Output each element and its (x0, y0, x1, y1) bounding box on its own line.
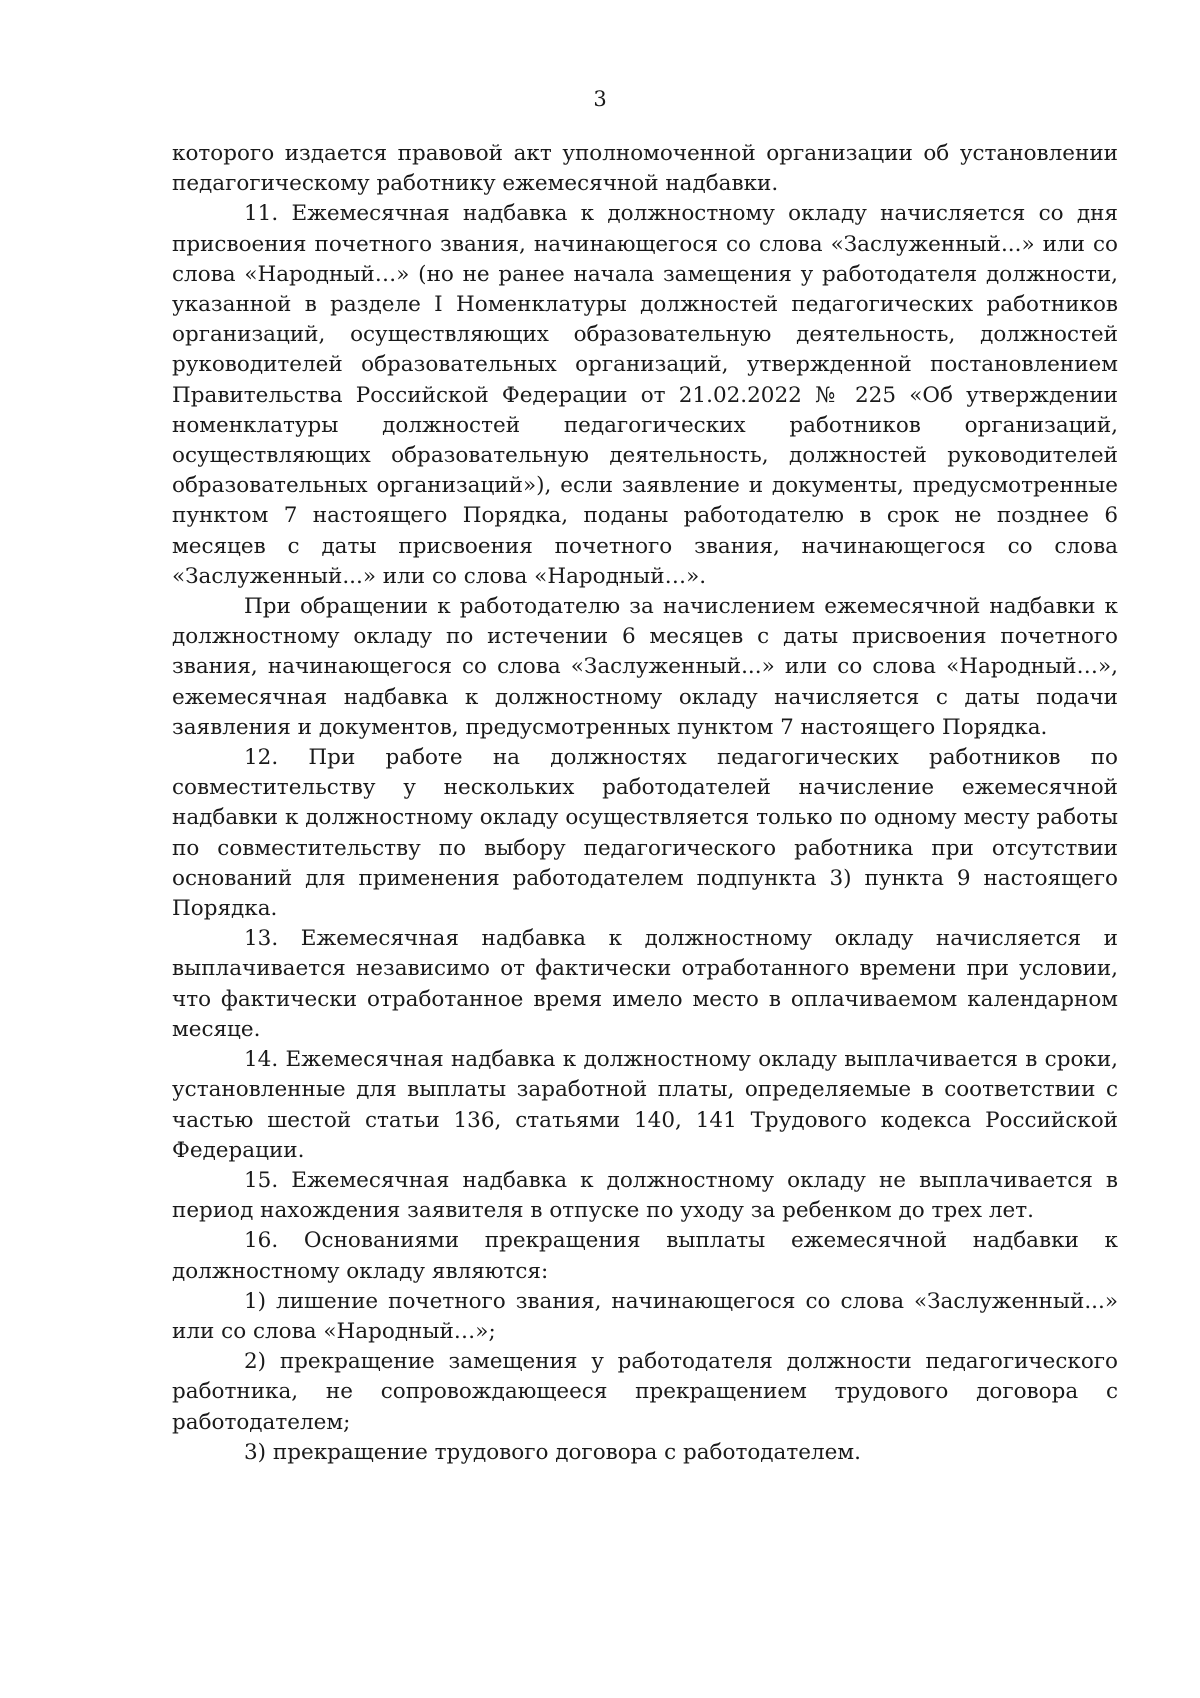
paragraph-subitem-1: 1) лишение почетного звания, начинающегося со слова «Заслуженный...» или со слова «Народный…»; (172, 1288, 1118, 1344)
paragraph-item-13: 13. Ежемесячная надбавка к должностному окладу начисляется и выплачивается независимо от фактически отработанного времени при условии, что фактически отработанное время имело место в оплачиваемом календарном месяце. (172, 926, 1118, 1042)
page-number: 3 (593, 87, 607, 111)
paragraph-item-12: 12. При работе на должностях педагогических работников по совместительству у нескольких работодателей начисление ежемесячной надбавки к должностному окладу осуществляется только по одному месту работы по совместительству по выбору педагогического работника при отсутствии оснований для применения работодателем подпункта 3) пункта 9 настоящего Порядка. (172, 745, 1118, 922)
paragraph-item-16: 16. Основаниями прекращения выплаты ежемесячной надбавки к должностному окладу являются: (172, 1228, 1118, 1284)
paragraph-item-11-appeal: При обращении к работодателю за начислением ежемесячной надбавки к должностному окладу по истечении 6 месяцев с даты присвоения почетного звания, начинающегося со слова «Заслуженный...» или со слова «Народный…», ежемесячная надбавка к должностному окладу начисляется с даты подачи заявления и документов, предусмотренных пунктом 7 настоящего Порядка. (172, 594, 1118, 740)
paragraph-item-14: 14. Ежемесячная надбавка к должностному окладу выплачивается в сроки, установленные для выплаты заработной платы, определяемые в соответствии с частью шестой статьи 136, статьями 140, 141 Трудового кодекса Российской Федерации. (172, 1047, 1118, 1163)
paragraph-item-11: 11. Ежемесячная надбавка к должностному окладу начисляется со дня присвоения почетного звания, начинающегося со слова «Заслуженный...» или со слова «Народный…» (но не ранее начала замещения у работодателя должности, указанной в разделе I Номенклатуры должностей педагогических работников организаций, осуществляющих образовательную деятельность, должностей руководителей образовательных организаций, утвержденной постановлением Правительства Российской Федерации от 21.02.2022 № 225 «Об утверждении номенклатуры должностей педагогических работников организаций, осуществляющих образовательную деятельность, должностей руководителей образовательных организаций»), если заявление и документы, предусмотренные пунктом 7 настоящего Порядка, поданы работодателю в срок не позднее 6 месяцев с даты присвоения почетного звания, начинающегося со слова «Заслуженный...» или со слова «Народный…». (172, 201, 1118, 589)
paragraph-item-15: 15. Ежемесячная надбавка к должностному окладу не выплачивается в период нахождения заявителя в отпуске по уходу за ребенком до трех лет. (172, 1167, 1118, 1224)
paragraph-subitem-2: 2) прекращение замещения у работодателя должности педагогического работника, не сопровождающееся прекращением трудового договора с работодателем; (172, 1349, 1118, 1435)
document-body (172, 139, 1118, 1468)
paragraph-subitem-3: 3) прекращение трудового договора с работодателем. (244, 1439, 861, 1465)
paragraph-continuation: которого издается правовой акт уполномоченной организации об установлении педагогическому работнику ежемесячной надбавки. (172, 141, 1118, 197)
